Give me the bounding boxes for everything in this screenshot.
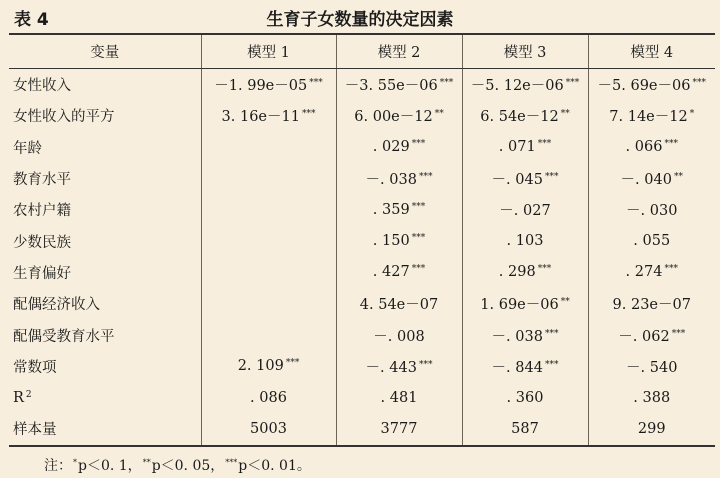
significance-stars: *** bbox=[544, 172, 559, 183]
header-variable: 变量 bbox=[9, 34, 201, 69]
significance-stars: *** bbox=[544, 359, 559, 370]
coefficient-cell-model-4 bbox=[588, 194, 715, 225]
note-text-1: p＜0. 1， bbox=[78, 458, 142, 474]
table-row bbox=[9, 288, 715, 319]
variable-label: 样本量 bbox=[13, 422, 57, 439]
coefficient-cell-model-2 bbox=[336, 319, 462, 350]
header-row bbox=[9, 34, 715, 69]
coefficient-value: －. 045 bbox=[491, 172, 543, 189]
coefficient-value: －5. 12e－06 bbox=[470, 78, 564, 95]
coefficient-value: . 359 bbox=[372, 201, 410, 218]
variable-cell bbox=[9, 319, 201, 350]
coefficient-value: －. 030 bbox=[626, 203, 678, 220]
coefficient-cell-model-1 bbox=[201, 257, 336, 288]
variable-label: 生育偏好 bbox=[13, 265, 71, 282]
table-row bbox=[9, 382, 715, 413]
coefficient-value: －. 038 bbox=[365, 172, 417, 189]
coefficient-cell-model-3 bbox=[462, 319, 588, 350]
variable-label-superscript: 2 bbox=[25, 389, 32, 400]
variable-cell bbox=[9, 382, 201, 413]
coefficient-cell-model-1 bbox=[201, 288, 336, 319]
coefficient-cell-model-3 bbox=[462, 225, 588, 256]
table-title: 生育子女数量的决定因素 bbox=[266, 10, 454, 30]
coefficient-cell-model-1 bbox=[201, 194, 336, 225]
coefficient-value: 3777 bbox=[380, 420, 418, 437]
coefficient-cell-model-2 bbox=[336, 225, 462, 256]
coefficient-cell-model-2 bbox=[336, 194, 462, 225]
coefficient-value: . 066 bbox=[625, 139, 663, 156]
variable-label: 年龄 bbox=[13, 140, 42, 157]
coefficient-value: . 086 bbox=[250, 389, 287, 406]
coefficient-cell-model-2 bbox=[336, 382, 462, 413]
coefficient-cell-model-4 bbox=[588, 382, 715, 413]
variable-cell bbox=[9, 194, 201, 225]
coefficient-cell-model-1 bbox=[201, 413, 336, 445]
variable-cell bbox=[9, 257, 201, 288]
coefficient-value: －. 540 bbox=[626, 359, 678, 376]
coefficient-value: . 071 bbox=[498, 139, 536, 156]
coefficient-value: 6. 00e－12 bbox=[354, 109, 433, 126]
significance-stars: *** bbox=[671, 328, 686, 339]
coefficient-cell-model-2 bbox=[336, 257, 462, 288]
coefficient-cell-model-1 bbox=[201, 382, 336, 413]
coefficient-value: 9. 23e－07 bbox=[612, 297, 691, 314]
note-text-3: p＜0. 01。 bbox=[238, 458, 311, 474]
variable-label: 教育水平 bbox=[13, 172, 71, 189]
coefficient-cell-model-1 bbox=[201, 132, 336, 163]
table-row bbox=[9, 194, 715, 225]
variable-label: 少数民族 bbox=[13, 234, 71, 251]
variable-label: 农村户籍 bbox=[13, 203, 71, 220]
coefficient-cell-model-4 bbox=[588, 225, 715, 256]
variable-label: 配偶受教育水平 bbox=[13, 328, 115, 345]
table-row bbox=[9, 225, 715, 256]
coefficient-value: . 274 bbox=[625, 264, 663, 281]
significance-stars: *** bbox=[411, 139, 426, 150]
coefficient-cell-model-4 bbox=[588, 351, 715, 382]
significance-stars: *** bbox=[285, 358, 300, 369]
coefficient-cell-model-3 bbox=[462, 382, 588, 413]
coefficient-cell-model-1 bbox=[201, 69, 336, 101]
significance-stars: *** bbox=[537, 139, 552, 150]
significance-stars: *** bbox=[664, 264, 678, 275]
variable-cell bbox=[9, 351, 201, 382]
variable-cell bbox=[9, 163, 201, 194]
variable-label: 常数项 bbox=[13, 359, 57, 376]
coefficient-value: 299 bbox=[637, 420, 666, 437]
table-row bbox=[9, 413, 715, 445]
coefficient-value: －3. 55e－06 bbox=[344, 78, 438, 95]
variable-label: R bbox=[13, 389, 24, 406]
variable-cell bbox=[9, 132, 201, 163]
header-model-4: 模型 4 bbox=[588, 34, 715, 69]
variable-cell bbox=[9, 288, 201, 319]
coefficient-value: 1. 69e－06 bbox=[480, 297, 559, 314]
coefficient-value: －. 008 bbox=[373, 328, 425, 345]
coefficient-value: －1. 99e－05 bbox=[214, 78, 308, 95]
coefficient-value: . 360 bbox=[506, 389, 544, 406]
coefficient-value: －5. 69e－06 bbox=[597, 78, 691, 95]
coefficient-value: . 481 bbox=[380, 389, 418, 406]
coefficient-value: . 150 bbox=[372, 233, 410, 250]
coefficient-value: 2. 109 bbox=[237, 358, 284, 375]
note-stars-3: *** bbox=[225, 458, 238, 467]
variable-cell bbox=[9, 100, 201, 131]
coefficient-value: －. 443 bbox=[365, 359, 417, 376]
coefficient-value: 4. 54e－07 bbox=[359, 297, 439, 314]
coefficient-cell-model-1 bbox=[201, 100, 336, 131]
coefficient-cell-model-1 bbox=[201, 225, 336, 256]
table-row bbox=[9, 132, 715, 163]
coefficient-cell-model-3 bbox=[462, 257, 588, 288]
variable-cell bbox=[9, 225, 201, 256]
table-number: 表 4 bbox=[14, 10, 49, 30]
coefficient-value: －. 027 bbox=[499, 203, 551, 220]
coefficient-value: 3. 16e－11 bbox=[221, 109, 300, 126]
coefficient-cell-model-4 bbox=[588, 163, 715, 194]
coefficient-value: . 055 bbox=[633, 233, 671, 250]
coefficient-cell-model-3 bbox=[462, 413, 588, 445]
coefficient-value: －. 062 bbox=[618, 328, 670, 345]
variable-cell bbox=[9, 69, 201, 101]
table-note bbox=[44, 455, 311, 475]
coefficient-cell-model-3 bbox=[462, 132, 588, 163]
header-model-3: 模型 3 bbox=[462, 34, 588, 69]
coefficient-cell-model-2 bbox=[336, 69, 462, 101]
coefficient-cell-model-2 bbox=[336, 413, 462, 445]
coefficient-cell-model-2 bbox=[336, 351, 462, 382]
significance-stars: *** bbox=[411, 233, 426, 244]
significance-stars: *** bbox=[418, 172, 433, 183]
coefficient-cell-model-2 bbox=[336, 100, 462, 131]
significance-stars: ** bbox=[560, 109, 570, 120]
coefficient-cell-model-1 bbox=[201, 319, 336, 350]
table-row bbox=[9, 351, 715, 382]
significance-stars: * bbox=[689, 109, 695, 120]
coefficient-cell-model-3 bbox=[462, 288, 588, 319]
coefficient-cell-model-4 bbox=[588, 413, 715, 445]
note-text-2: p＜0. 05， bbox=[151, 458, 225, 474]
variable-cell bbox=[9, 413, 201, 445]
table-row bbox=[9, 319, 715, 350]
coefficient-value: . 298 bbox=[498, 264, 536, 281]
coefficient-value: －. 844 bbox=[491, 359, 543, 376]
coefficient-cell-model-3 bbox=[462, 351, 588, 382]
table-row bbox=[9, 69, 715, 101]
header-model-2: 模型 2 bbox=[336, 34, 462, 69]
coefficient-value: . 029 bbox=[372, 139, 410, 156]
significance-stars: *** bbox=[301, 109, 316, 120]
note-prefix: 注： bbox=[44, 458, 72, 474]
coefficient-value: . 427 bbox=[372, 264, 410, 281]
coefficient-value: . 103 bbox=[506, 233, 544, 250]
coefficient-value: 7. 14e－12 bbox=[609, 109, 688, 126]
coefficient-cell-model-3 bbox=[462, 100, 588, 131]
note-stars-2: ** bbox=[142, 458, 151, 467]
coefficient-cell-model-4 bbox=[588, 100, 715, 131]
significance-stars: *** bbox=[309, 78, 323, 89]
coefficient-cell-model-1 bbox=[201, 163, 336, 194]
coefficient-cell-model-1 bbox=[201, 351, 336, 382]
significance-stars: ** bbox=[560, 297, 570, 308]
coefficient-value: 5003 bbox=[250, 420, 287, 437]
table-row bbox=[9, 163, 715, 194]
variable-label: 配偶经济收入 bbox=[13, 297, 100, 314]
header-model-1: 模型 1 bbox=[201, 34, 336, 69]
significance-stars: *** bbox=[439, 78, 454, 89]
coefficient-cell-model-2 bbox=[336, 132, 462, 163]
coefficient-value: 587 bbox=[511, 420, 539, 437]
coefficient-value: . 388 bbox=[633, 389, 671, 406]
variable-label: 女性收入 bbox=[13, 78, 71, 95]
note-stars-1: * bbox=[73, 458, 77, 467]
regression-table bbox=[9, 33, 715, 447]
significance-stars: ** bbox=[673, 172, 683, 183]
table-row bbox=[9, 257, 715, 288]
coefficient-cell-model-4 bbox=[588, 288, 715, 319]
variable-label: 女性收入的平方 bbox=[13, 109, 115, 126]
significance-stars: *** bbox=[544, 328, 559, 339]
table-row bbox=[9, 100, 715, 131]
coefficient-cell-model-2 bbox=[336, 288, 462, 319]
significance-stars: *** bbox=[411, 264, 426, 275]
coefficient-cell-model-4 bbox=[588, 132, 715, 163]
coefficient-cell-model-3 bbox=[462, 163, 588, 194]
coefficient-cell-model-4 bbox=[588, 257, 715, 288]
significance-stars: *** bbox=[411, 201, 426, 212]
table-caption bbox=[0, 0, 720, 32]
coefficient-cell-model-3 bbox=[462, 69, 588, 101]
coefficient-value: －. 040 bbox=[620, 172, 672, 189]
significance-stars: *** bbox=[692, 78, 706, 89]
coefficient-cell-model-3 bbox=[462, 194, 588, 225]
coefficient-value: 6. 54e－12 bbox=[480, 109, 559, 126]
significance-stars: *** bbox=[537, 264, 552, 275]
coefficient-value: －. 038 bbox=[491, 328, 543, 345]
significance-stars: *** bbox=[664, 139, 678, 150]
coefficient-cell-model-4 bbox=[588, 319, 715, 350]
significance-stars: ** bbox=[434, 109, 444, 120]
coefficient-cell-model-4 bbox=[588, 69, 715, 101]
coefficient-cell-model-2 bbox=[336, 163, 462, 194]
significance-stars: *** bbox=[418, 359, 433, 370]
significance-stars: *** bbox=[565, 78, 580, 89]
